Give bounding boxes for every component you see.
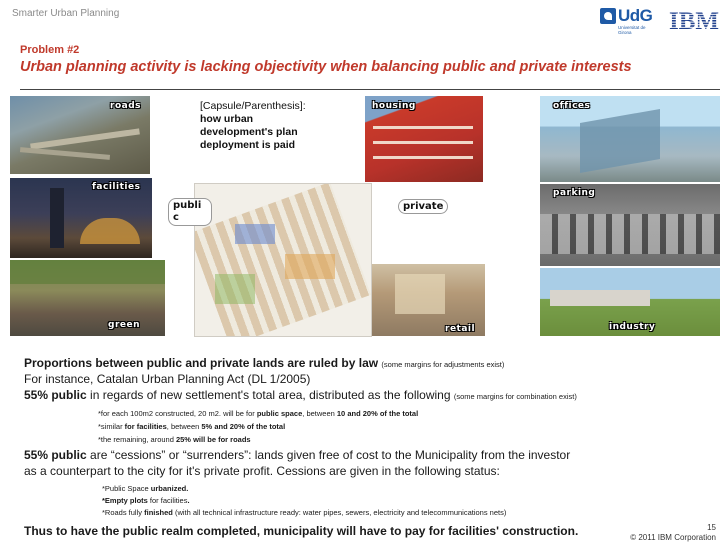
tag-green: green: [108, 320, 140, 330]
body-line-2: For instance, Catalan Urban Planning Act (DL 1/2005): [24, 372, 311, 386]
tag-industry: industry: [609, 322, 656, 332]
body-line-4: [24, 448, 570, 463]
combination-note: (some margins for combination exist): [453, 392, 577, 401]
svg-text:IBM: IBM: [669, 8, 719, 33]
ibm-logo: [666, 7, 722, 33]
capsule-line-1: how urban: [200, 113, 254, 125]
udg-logo: [600, 6, 658, 34]
tag-housing: housing: [372, 101, 416, 111]
page-number: 15: [707, 523, 716, 532]
tag-roads: roads: [110, 101, 141, 111]
udg-mark-icon: [600, 8, 616, 24]
body-line-5: as a counterpart to the city for it's private profit. Cessions are given in the following status:: [24, 464, 500, 478]
app-title: Smarter Urban Planning: [12, 8, 120, 19]
cession-roads: *Roads fully finished (with all technical infrastructure ready: water pipes, sewers, electricity and telecommunications nets): [102, 508, 507, 517]
title-divider: [20, 89, 720, 90]
capsule-line-3: deployment is paid: [200, 139, 296, 151]
tag-parking: parking: [553, 188, 596, 198]
urban-plan-map: [194, 183, 372, 337]
photo-green: [10, 260, 165, 336]
public-bubble: public: [168, 198, 212, 226]
capsule-line-2: development's plan: [200, 126, 298, 138]
public-share-rest: in regards of new settlement's total area, distributed as the following: [90, 388, 451, 402]
udg-logo-subtitle: Universitat de Girona: [618, 25, 646, 35]
public-share: 55% public: [24, 388, 87, 402]
ibm-logo-icon: [666, 7, 722, 33]
capsule-head: [Capsule/Parenthesis]:: [200, 100, 306, 112]
cession-public-space: *Public Space urbanized.: [102, 484, 189, 493]
conclusion: Thus to have the public realm completed, municipality will have to pay for facilities' construction.: [24, 524, 579, 538]
bullet-facilities: *similar for facilities, between 5% and 20% of the total: [98, 422, 286, 431]
law-statement: Proportions between public and private lands are ruled by law: [24, 356, 379, 370]
bullet-public-space: *for each 100m2 constructed, 20 m2. will be for public space, between 10 and 20% of the total: [98, 409, 419, 418]
cessions-share: 55% public: [24, 448, 87, 462]
bullet-roads: *the remaining, around 25% will be for roads: [98, 435, 251, 444]
problem-label: Problem #2: [20, 44, 80, 56]
private-bubble: private: [398, 199, 448, 214]
law-note: (some margins for adjustments exist): [381, 360, 505, 369]
tag-retail: retail: [445, 324, 476, 334]
udg-logo-text: UdG: [618, 6, 653, 25]
copyright: © 2011 IBM Corporation: [630, 533, 716, 542]
cessions-rest: are “cessions” or “surrenders”: lands given free of cost to the Municipality from the investor: [90, 448, 571, 462]
cession-empty-plots: *Empty plots for facilities.: [102, 496, 190, 505]
tag-offices: offices: [553, 101, 591, 111]
body-line-3: [24, 388, 577, 404]
body-line-1: [24, 356, 504, 372]
tag-facilities: facilities: [92, 182, 141, 192]
capsule-note: [200, 100, 356, 152]
problem-title: Urban planning activity is lacking objectivity when balancing public and private interests: [20, 59, 632, 75]
